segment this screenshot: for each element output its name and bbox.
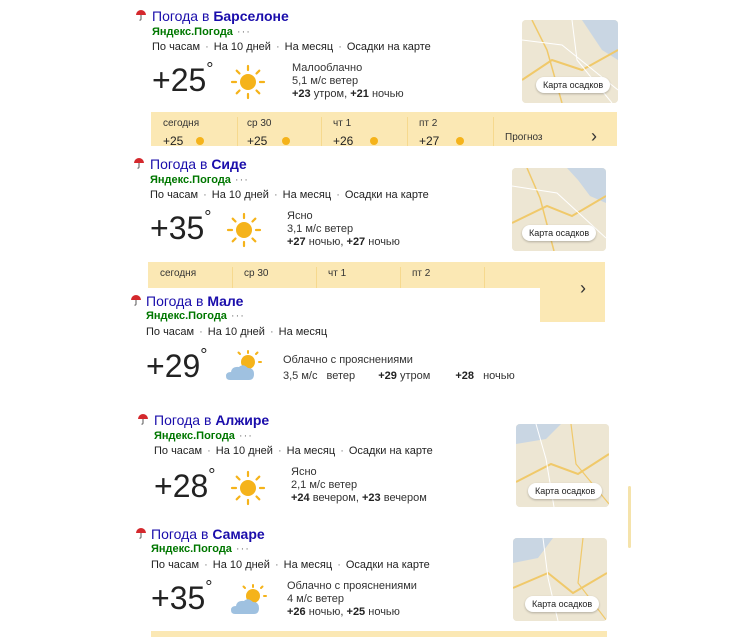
brand-link[interactable]: Яндекс.Погода ··· — [152, 26, 251, 38]
forecast-day[interactable]: ср 30 — [244, 268, 269, 279]
current-temperature: +35° — [150, 207, 212, 246]
more-dots-icon[interactable]: ··· — [236, 26, 251, 38]
more-dots-icon[interactable]: ··· — [235, 543, 250, 555]
tab-month[interactable]: На месяц — [278, 326, 328, 338]
precip-map-label[interactable]: Карта осадков — [528, 483, 602, 499]
more-dots-icon[interactable]: ··· — [234, 174, 249, 186]
forecast-day[interactable]: сегодня — [163, 118, 200, 129]
card-title[interactable]: Погода в Сиде — [150, 156, 247, 172]
condition-text: Облачно с прояснениями — [283, 354, 413, 366]
weather-details — [283, 354, 413, 367]
sun-icon — [367, 134, 381, 146]
weather-details: Облачно с прояснениями 4 м/с ветер +26 ночью, +25 ночью — [287, 580, 417, 618]
tab-10-days[interactable]: На 10 дней — [213, 41, 271, 53]
tab-10-days[interactable]: На 10 дней — [212, 559, 270, 571]
more-dots-icon[interactable]: ··· — [230, 310, 245, 322]
weather-card-barcelona — [0, 0, 750, 148]
tab-month[interactable]: На месяц — [284, 41, 334, 53]
sun-icon — [279, 134, 293, 146]
condition-text: Ясно — [291, 466, 317, 478]
sun-icon — [453, 134, 467, 146]
chevron-right-icon[interactable]: › — [591, 126, 597, 146]
forecast-day[interactable]: ср 30 — [247, 118, 272, 129]
brand-link[interactable]: Яндекс.Погода ··· — [146, 310, 245, 322]
tab-month[interactable]: На месяц — [282, 189, 332, 201]
umbrella-icon — [137, 413, 149, 425]
forecast-tabs: По часам · На 10 дней · На месяц · Осадки на карте — [152, 41, 431, 53]
current-temperature: +25° — [152, 59, 214, 98]
precip-map-label[interactable]: Карта осадков — [536, 77, 610, 93]
tab-hourly[interactable]: По часам — [150, 189, 199, 201]
sun-icon — [193, 134, 207, 146]
weather-card-side — [0, 148, 750, 298]
card-title[interactable]: Погода в Самаре — [151, 526, 265, 542]
current-temperature: +29° — [146, 345, 208, 384]
forecast-tabs: По часам · На 10 дней · На месяц · Осадки на карте — [150, 189, 429, 201]
forecast-day[interactable]: чт 1 — [328, 268, 347, 279]
card-title[interactable]: Погода в Мале — [146, 293, 244, 309]
current-temperature: +28° — [154, 465, 216, 504]
forecast-strip — [151, 631, 607, 637]
card-title[interactable]: Погода в Барселоне — [152, 8, 289, 24]
precip-map-label[interactable]: Карта осадков — [522, 225, 596, 241]
forecast-day[interactable]: сегодня — [160, 268, 197, 279]
partly-cloudy-icon — [229, 584, 269, 618]
forecast-tabs: По часам · На 10 дней · На месяц · Осадки на карте — [154, 445, 433, 457]
umbrella-icon — [135, 9, 147, 21]
current-temperature: +35° — [151, 577, 213, 616]
tab-precip-map[interactable]: Осадки на карте — [348, 445, 433, 457]
sun-icon — [226, 212, 262, 248]
tab-10-days[interactable]: На 10 дней — [207, 326, 265, 338]
sun-icon — [230, 470, 266, 506]
precip-map-label[interactable]: Карта осадков — [525, 596, 599, 612]
brand-link[interactable]: Яндекс.Погода ··· — [150, 174, 249, 186]
card-title[interactable]: Погода в Алжире — [154, 412, 270, 428]
forecast-more[interactable]: Прогноз — [505, 132, 543, 143]
tab-precip-map[interactable]: Осадки на карте — [345, 559, 430, 571]
condition-text: Облачно с прояснениями — [287, 580, 417, 592]
umbrella-icon — [133, 157, 145, 169]
tab-hourly[interactable]: По часам — [151, 559, 200, 571]
brand-link[interactable]: Яндекс.Погода ··· — [154, 430, 253, 442]
condition-text: Ясно — [287, 210, 313, 222]
forecast-day[interactable]: чт 1 — [333, 118, 352, 129]
chevron-right-icon[interactable]: › — [580, 278, 586, 298]
forecast-day[interactable]: пт 2 — [419, 118, 438, 129]
partly-cloudy-icon — [224, 350, 264, 384]
tab-precip-map[interactable]: Осадки на карте — [346, 41, 431, 53]
precip-map[interactable] — [516, 424, 609, 507]
condition-text: Малооблачно — [292, 62, 363, 74]
tab-hourly[interactable]: По часам — [154, 445, 203, 457]
tab-hourly[interactable]: По часам — [146, 326, 195, 338]
weather-details: Ясно 3,1 м/с ветер +27 ночью, +27 ночью — [287, 210, 400, 248]
weather-card-samara — [0, 518, 750, 637]
tab-month[interactable]: На месяц — [283, 559, 333, 571]
tab-precip-map[interactable]: Осадки на карте — [344, 189, 429, 201]
forecast-tabs: По часам · На 10 дней · На месяц — [146, 326, 328, 338]
weather-card-algiers — [0, 404, 750, 514]
forecast-strip: сегодня ср 30 чт 1 пт 2 Прогноз +25 +25 +26 +27 › — [151, 112, 617, 146]
weather-details-line: 3,5 м/с ветер +29 утром +28 ночью — [283, 370, 515, 382]
tab-10-days[interactable]: На 10 дней — [211, 189, 269, 201]
weather-details: Малооблачно 5,1 м/с ветер +23 утром, +21 ночью — [292, 62, 404, 100]
umbrella-icon — [135, 527, 147, 539]
umbrella-icon — [130, 294, 142, 306]
tab-month[interactable]: На месяц — [286, 445, 336, 457]
forecast-day[interactable]: пт 2 — [412, 268, 431, 279]
sun-icon — [230, 64, 266, 100]
precip-map[interactable] — [513, 538, 607, 621]
more-dots-icon[interactable]: ··· — [238, 430, 253, 442]
precip-map[interactable] — [522, 20, 618, 103]
brand-link[interactable]: Яндекс.Погода ··· — [151, 543, 250, 555]
weather-card-male — [0, 288, 540, 392]
weather-details: Ясно 2,1 м/с ветер +24 вечером, +23 вечером — [291, 466, 427, 504]
tab-10-days[interactable]: На 10 дней — [215, 445, 273, 457]
tab-hourly[interactable]: По часам — [152, 41, 201, 53]
precip-map[interactable] — [512, 168, 606, 251]
forecast-tabs: По часам · На 10 дней · На месяц · Осадки на карте — [151, 559, 430, 571]
